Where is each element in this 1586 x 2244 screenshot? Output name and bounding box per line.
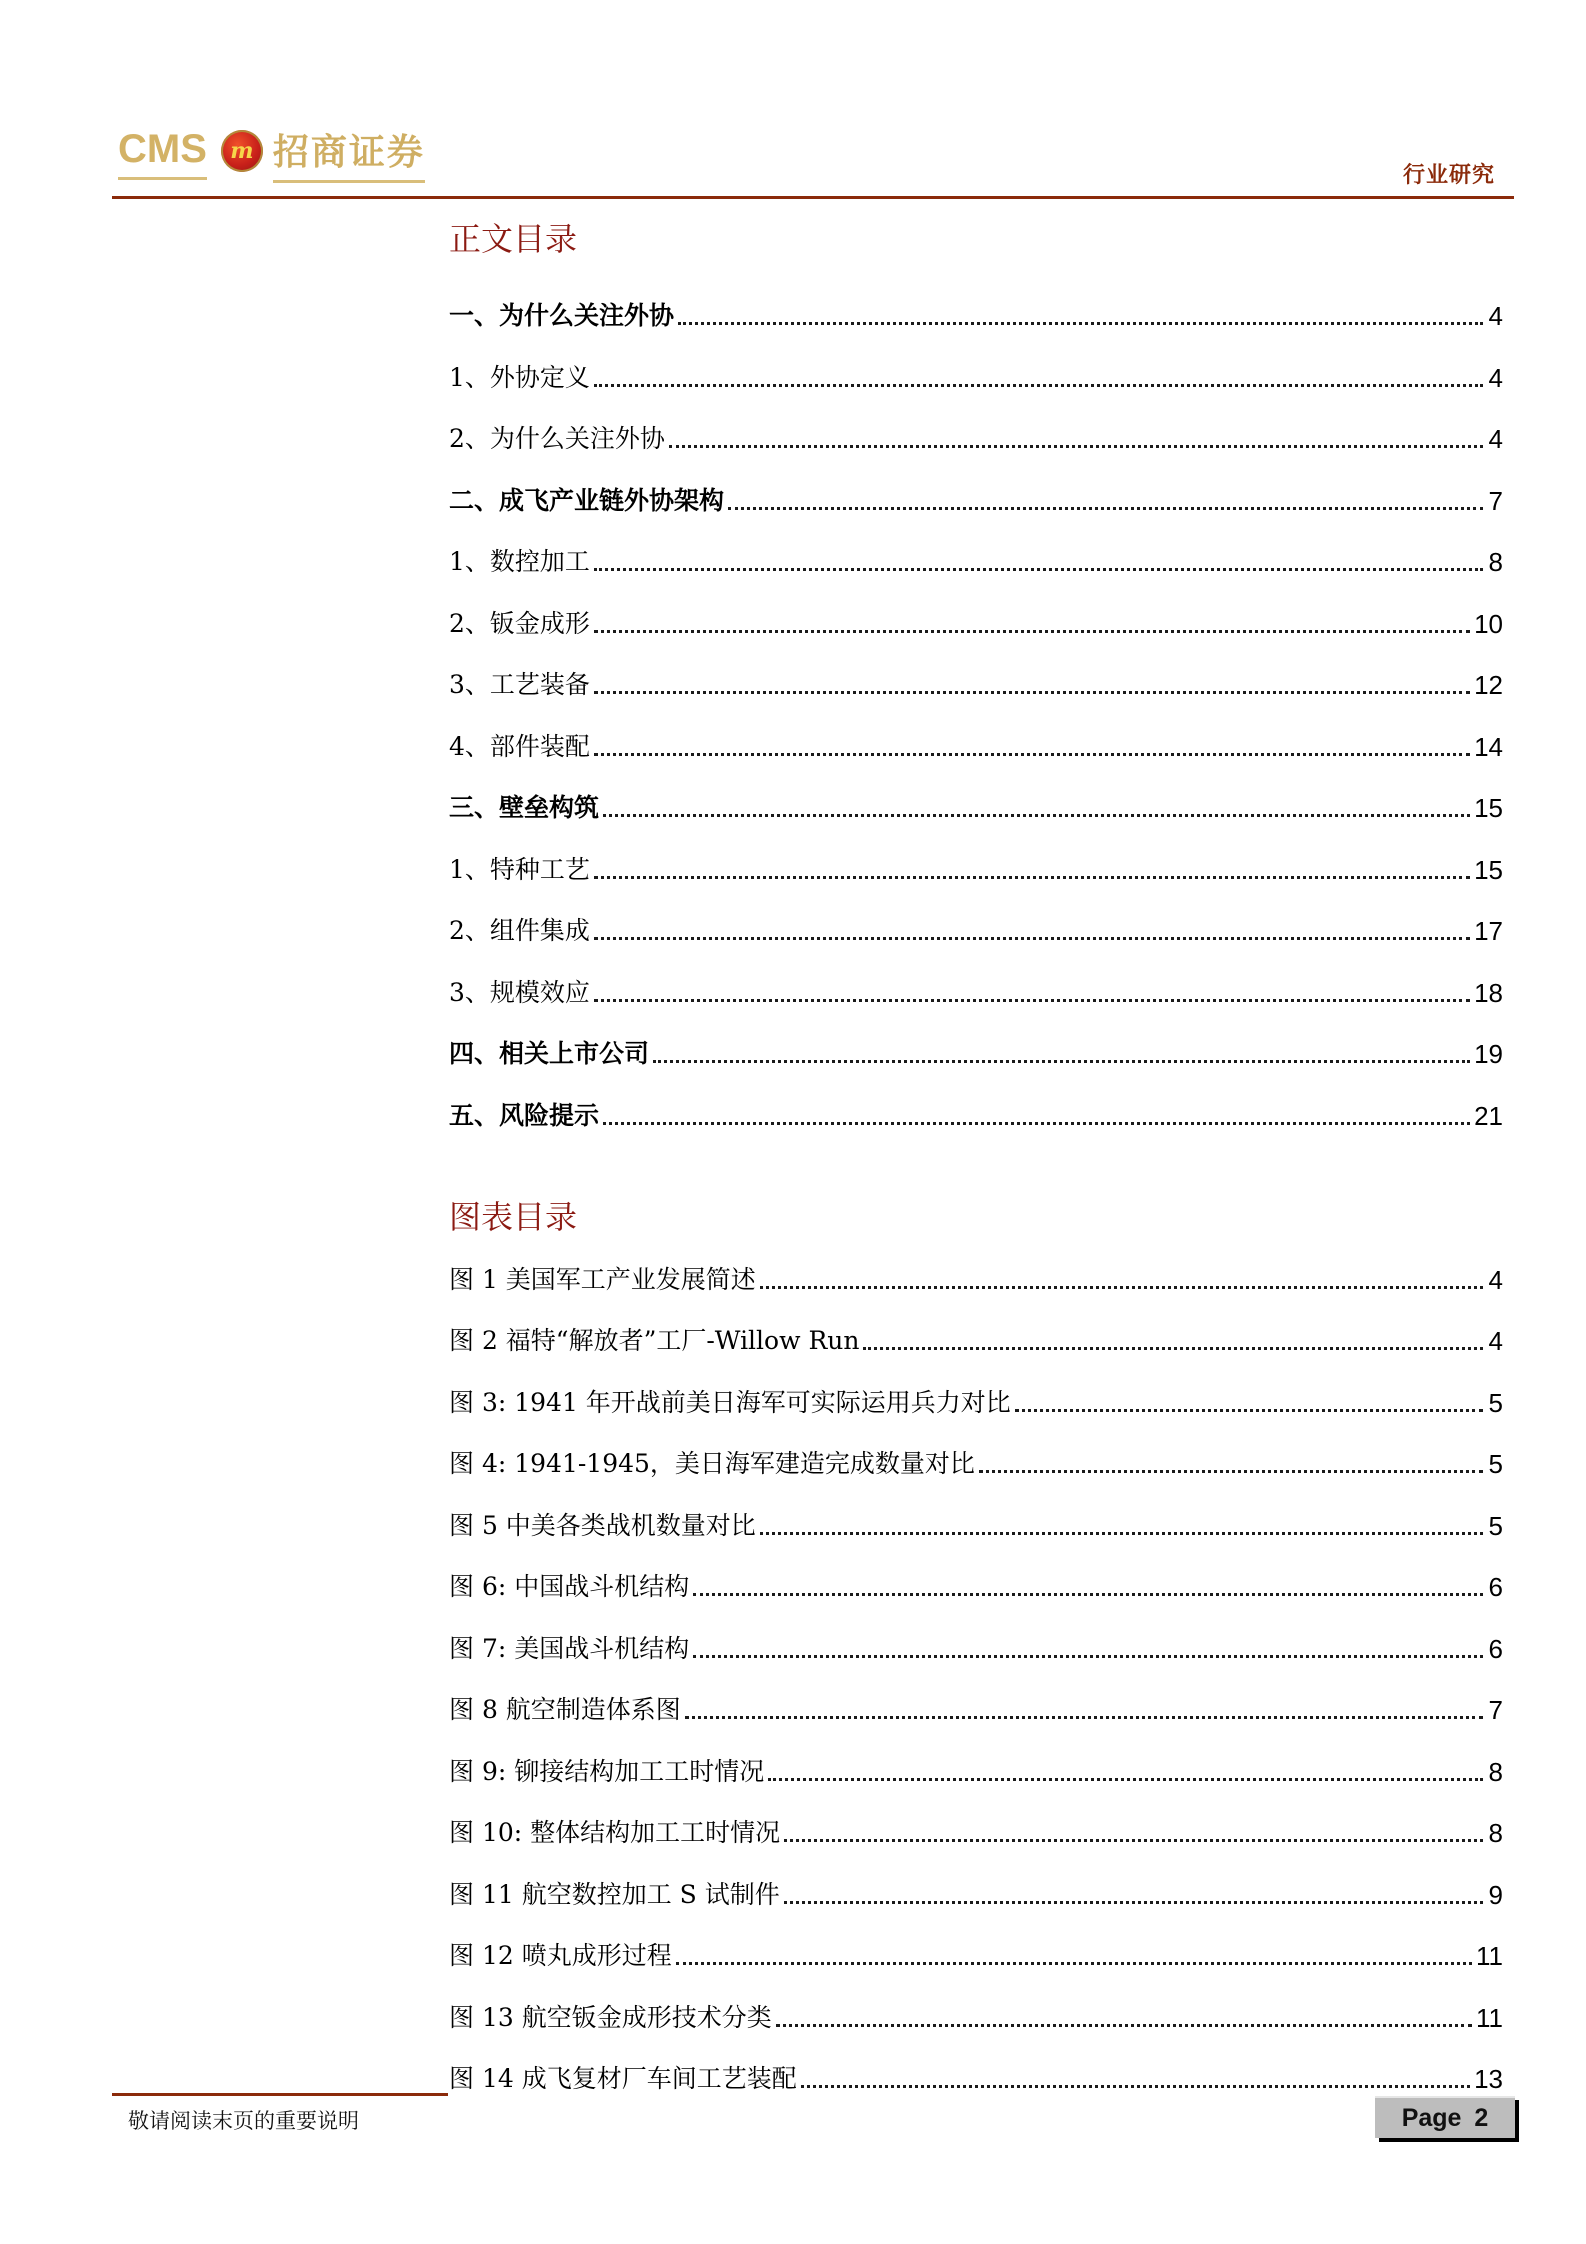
figure-item-page: 11	[1476, 1941, 1503, 1971]
figure-item-page: 11	[1476, 2003, 1503, 2033]
toc-item-page: 4	[1488, 363, 1503, 393]
toc-item[interactable]	[449, 907, 1503, 947]
figure-item-page: 6	[1488, 1634, 1503, 1664]
figure-item-label: 图 9: 铆接结构加工工时情况	[449, 1757, 765, 1786]
toc-item-label: 五、风险提示	[449, 1101, 600, 1130]
toc-item-page: 18	[1474, 978, 1503, 1008]
figure-item[interactable]	[449, 1932, 1503, 1972]
toc-item[interactable]	[449, 292, 1503, 332]
figure-item-label: 图 10: 整体结构加工工时情况	[449, 1818, 781, 1847]
toc-item-page: 17	[1474, 916, 1503, 946]
dot-leader	[676, 1962, 1472, 1965]
figure-item-page: 8	[1488, 1818, 1503, 1848]
figure-item-label: 图 1 美国军工产业发展简述	[449, 1265, 756, 1294]
figure-item-page: 7	[1488, 1695, 1503, 1725]
figure-item[interactable]	[449, 2055, 1503, 2095]
dot-leader	[776, 2024, 1472, 2027]
footer-divider	[112, 2093, 448, 2096]
dot-leader	[594, 999, 1470, 1002]
dot-leader	[678, 322, 1483, 325]
figure-item[interactable]	[449, 1994, 1503, 2034]
dot-leader	[594, 876, 1470, 879]
toc-item[interactable]	[449, 969, 1503, 1009]
figure-item[interactable]	[449, 1379, 1503, 1419]
dot-leader	[760, 1286, 1483, 1289]
toc-item-page: 19	[1474, 1039, 1503, 1069]
figure-item-page: 9	[1488, 1880, 1503, 1910]
toc-item-label: 1、数控加工	[449, 547, 590, 576]
toc-item-page: 15	[1474, 793, 1503, 823]
dot-leader	[685, 1716, 1483, 1719]
figure-item[interactable]	[449, 1809, 1503, 1849]
figure-item[interactable]	[449, 1625, 1503, 1665]
dot-leader	[669, 445, 1483, 448]
toc-item-page: 8	[1488, 547, 1503, 577]
logo-emblem-icon: m	[221, 130, 263, 172]
dot-leader	[693, 1593, 1483, 1596]
dot-leader	[594, 630, 1470, 633]
figure-item-label: 图 2 福特“解放者”工厂-Willow Run	[449, 1326, 860, 1355]
toc-item-label: 一、为什么关注外协	[449, 301, 675, 330]
figures-title: 图表目录	[449, 1198, 578, 1236]
dot-leader	[784, 1901, 1483, 1904]
toc-item[interactable]	[449, 354, 1503, 394]
toc-item-label: 3、工艺装备	[449, 670, 590, 699]
figure-item-page: 5	[1488, 1511, 1503, 1541]
figure-item-page: 8	[1488, 1757, 1503, 1787]
toc-item[interactable]	[449, 784, 1503, 824]
dot-leader	[801, 2085, 1470, 2088]
dot-leader	[863, 1347, 1483, 1350]
dot-leader	[653, 1060, 1470, 1063]
toc-item[interactable]	[449, 600, 1503, 640]
figure-item[interactable]	[449, 1256, 1503, 1296]
dot-leader	[693, 1655, 1483, 1658]
dot-leader	[979, 1470, 1483, 1473]
figure-item-label: 图 7: 美国战斗机结构	[449, 1634, 690, 1663]
contents-title: 正文目录	[449, 220, 578, 258]
dot-leader	[594, 691, 1470, 694]
toc-item-label: 1、外协定义	[449, 363, 590, 392]
toc-item-page: 4	[1488, 424, 1503, 454]
dot-leader	[1015, 1409, 1483, 1412]
toc-item[interactable]	[449, 538, 1503, 578]
figure-item-label: 图 11 航空数控加工 S 试制件	[449, 1880, 780, 1909]
toc-item-label: 三、壁垒构筑	[449, 793, 600, 822]
header-divider	[112, 196, 1514, 199]
toc-item-label: 四、相关上市公司	[449, 1039, 650, 1068]
footer-disclaimer-note: 敬请阅读末页的重要说明	[128, 2109, 359, 2133]
toc-item-page: 15	[1474, 855, 1503, 885]
figure-item[interactable]	[449, 1440, 1503, 1480]
figure-item-label: 图 3: 1941 年开战前美日海军可实际运用兵力对比	[449, 1388, 1011, 1417]
logo-brand-en: CMS	[118, 127, 207, 176]
toc-item-label: 二、成飞产业链外协架构	[449, 486, 725, 515]
toc-item[interactable]	[449, 477, 1503, 517]
toc-item-label: 2、为什么关注外协	[449, 424, 665, 453]
toc-item-label: 4、部件装配	[449, 732, 590, 761]
figure-item-page: 5	[1488, 1388, 1503, 1418]
figure-item-page: 6	[1488, 1572, 1503, 1602]
toc-item[interactable]	[449, 846, 1503, 886]
figure-item-label: 图 14 成飞复材厂车间工艺装配	[449, 2064, 797, 2093]
figure-item-label: 图 4: 1941-1945，美日海军建造完成数量对比	[449, 1449, 975, 1478]
toc-item[interactable]	[449, 1030, 1503, 1070]
dot-leader	[768, 1778, 1483, 1781]
toc-item-label: 2、钣金成形	[449, 609, 590, 638]
toc-item-page: 14	[1474, 732, 1503, 762]
toc-item-label: 3、规模效应	[449, 978, 590, 1007]
toc-item-label: 1、特种工艺	[449, 855, 590, 884]
figure-item-page: 5	[1488, 1449, 1503, 1479]
figure-item[interactable]	[449, 1502, 1503, 1542]
figure-item[interactable]	[449, 1317, 1503, 1357]
page-number-badge: Page 2	[1375, 2096, 1515, 2138]
toc-item[interactable]	[449, 723, 1503, 763]
dot-leader	[594, 568, 1483, 571]
toc-item-page: 21	[1474, 1101, 1503, 1131]
figure-item[interactable]	[449, 1871, 1503, 1911]
dot-leader	[728, 507, 1483, 510]
dot-leader	[594, 937, 1470, 940]
toc-item-page: 10	[1474, 609, 1503, 639]
figure-item-page: 4	[1488, 1265, 1503, 1295]
figure-item-label: 图 6: 中国战斗机结构	[449, 1572, 690, 1601]
figure-item-label: 图 12 喷丸成形过程	[449, 1941, 672, 1970]
toc-item-label: 2、组件集成	[449, 916, 590, 945]
figure-item-label: 图 13 航空钣金成形技术分类	[449, 2003, 772, 2032]
company-logo	[118, 122, 425, 180]
dot-leader	[594, 384, 1483, 387]
dot-leader	[760, 1532, 1483, 1535]
figure-item-label: 图 5 中美各类战机数量对比	[449, 1511, 756, 1540]
figure-item[interactable]	[449, 1563, 1503, 1603]
dot-leader	[603, 814, 1470, 817]
dot-leader	[594, 753, 1470, 756]
figure-item[interactable]	[449, 1686, 1503, 1726]
toc-item-page: 4	[1488, 301, 1503, 331]
toc-item-page: 12	[1474, 670, 1503, 700]
logo-brand-cn: 招商证券	[273, 124, 425, 179]
toc-item[interactable]	[449, 415, 1503, 455]
figure-item-page: 4	[1488, 1326, 1503, 1356]
toc-item[interactable]	[449, 1092, 1503, 1132]
dot-leader	[603, 1122, 1470, 1125]
figure-item[interactable]	[449, 1748, 1503, 1788]
dot-leader	[784, 1839, 1483, 1842]
figure-item-page: 13	[1474, 2064, 1503, 2094]
toc-item-page: 7	[1488, 486, 1503, 516]
report-category: 行业研究	[1403, 163, 1496, 188]
figure-item-label: 图 8 航空制造体系图	[449, 1695, 681, 1724]
toc-item[interactable]	[449, 661, 1503, 701]
